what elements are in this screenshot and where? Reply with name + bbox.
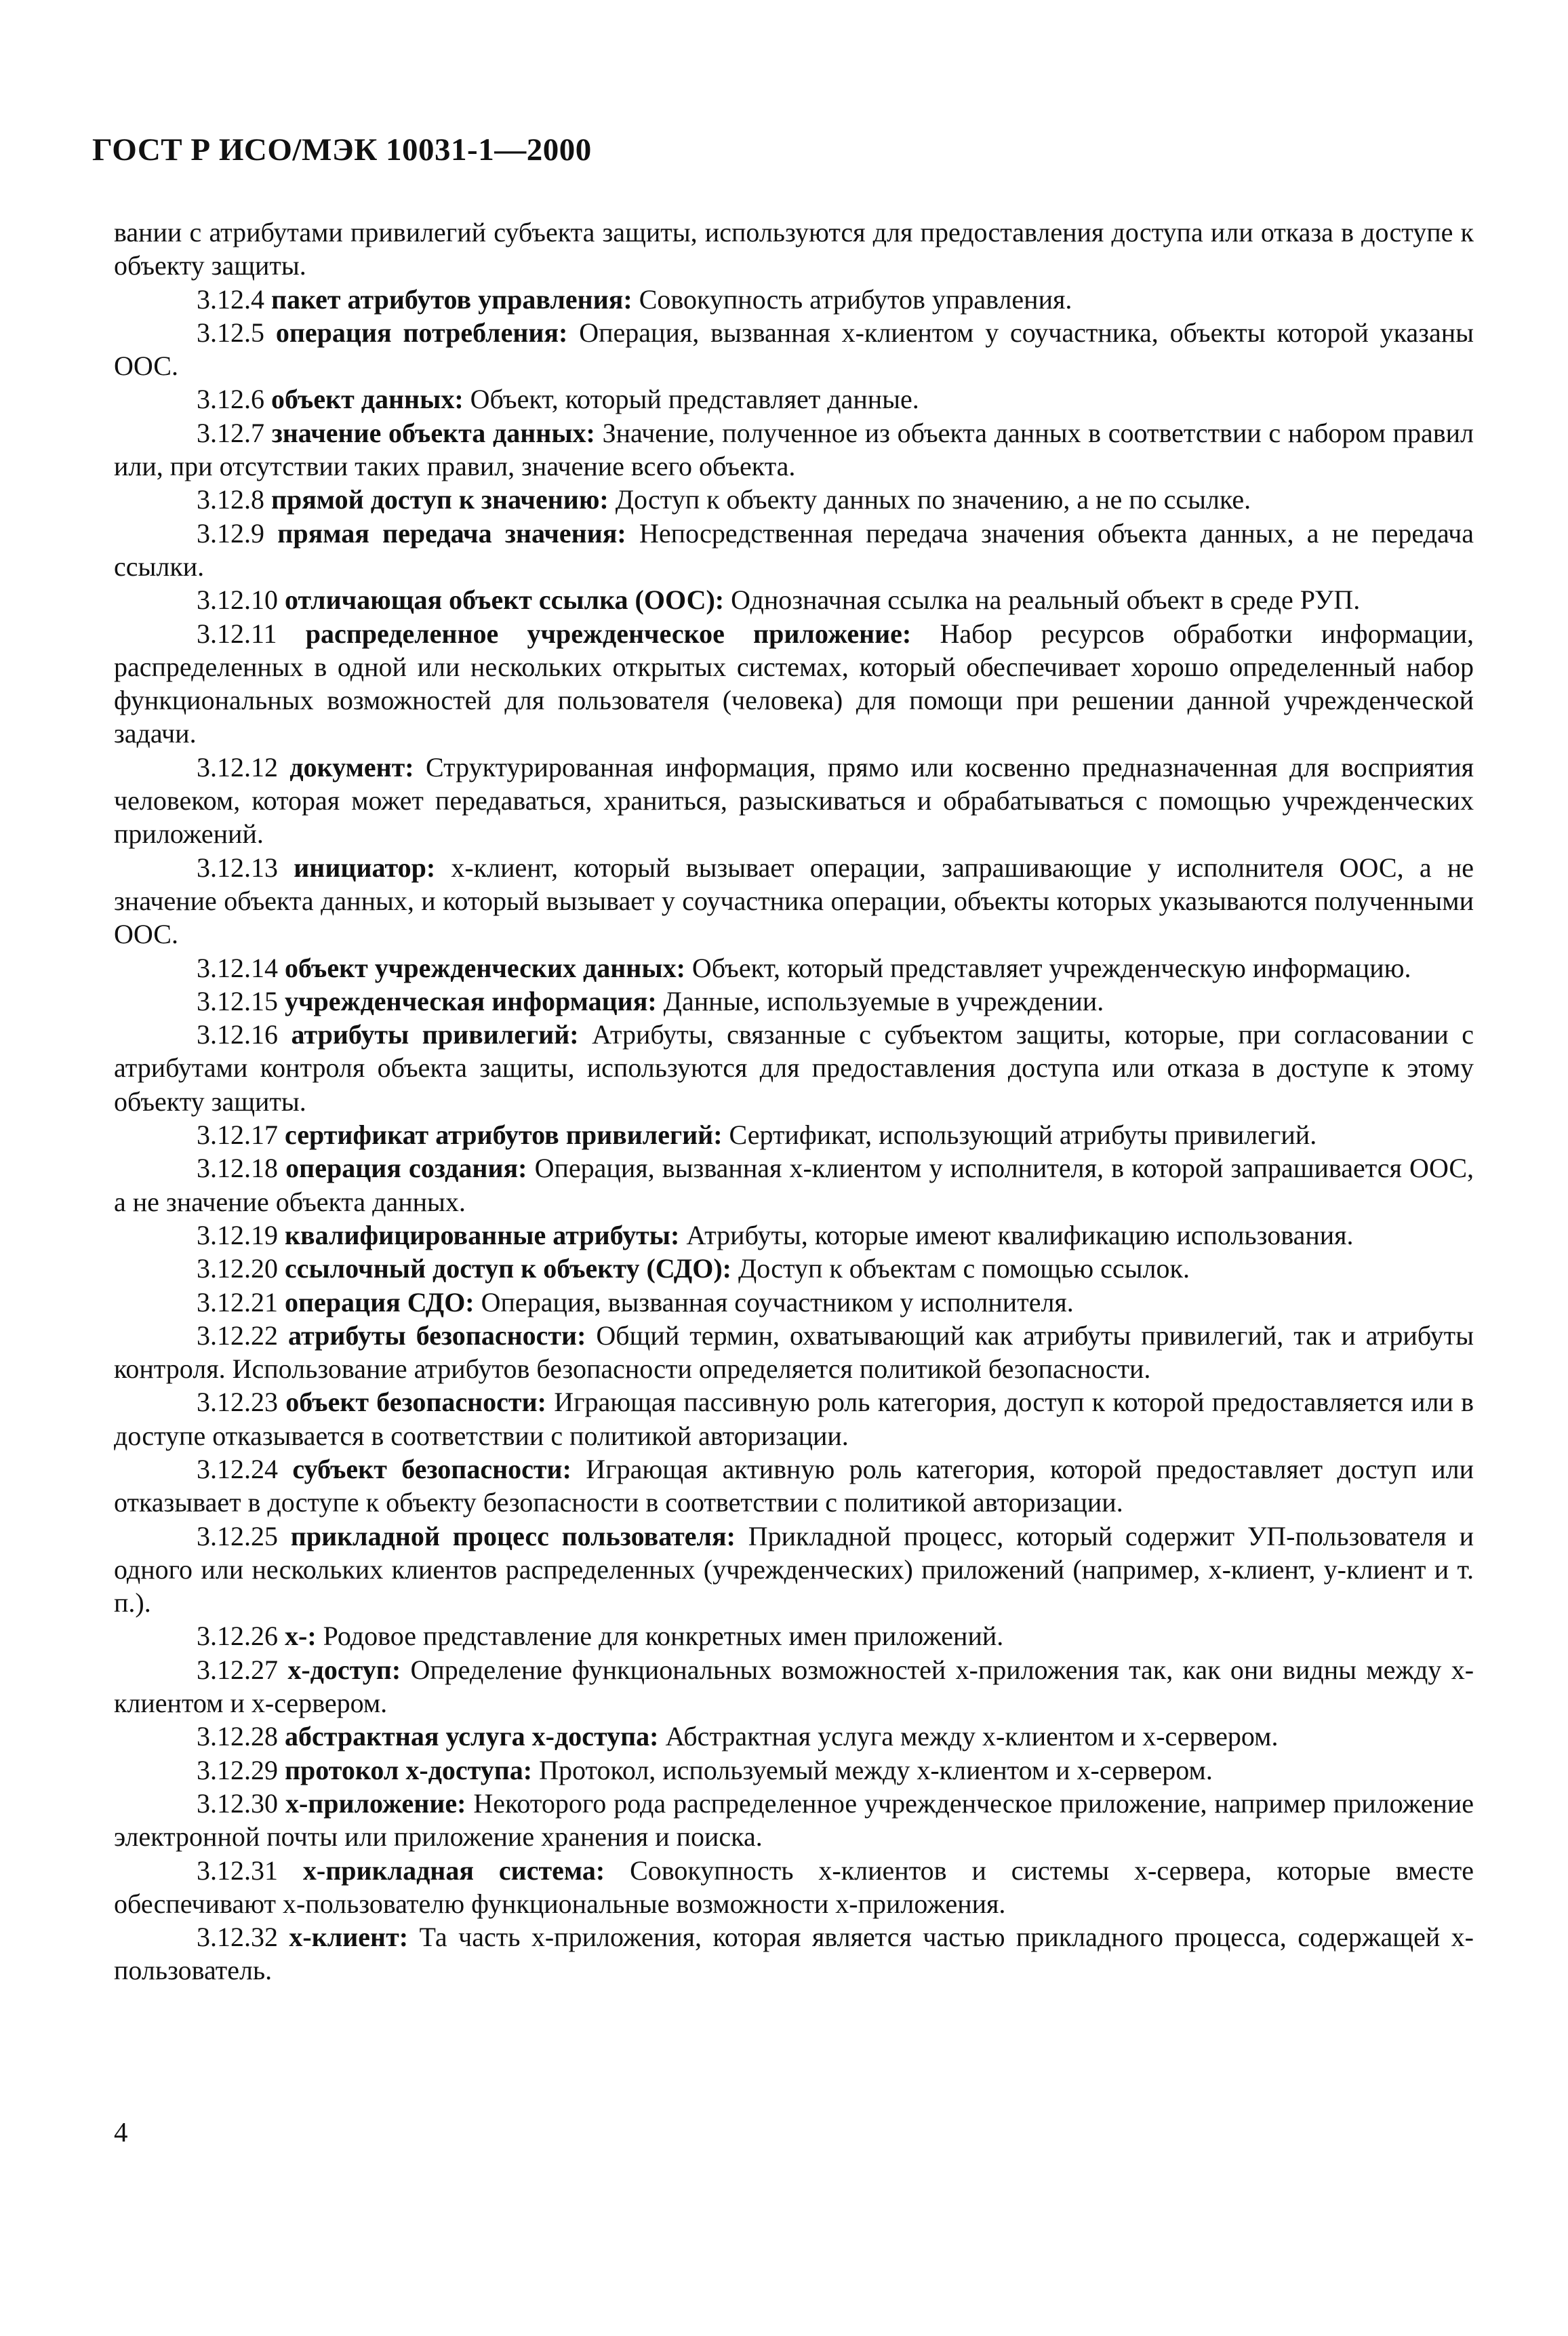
entry-number: 3.12.28 [197, 1721, 278, 1752]
entry-definition: Доступ к объекту данных по значению, а не по ссылке. [615, 484, 1251, 515]
definition-entry [114, 1854, 1474, 1921]
entry-term: квалифицированные атрибуты: [285, 1219, 680, 1250]
entry-definition: Играющая активную роль категория, которой предоставляет доступ или отказывает в доступе к объекту безопасности в соответствии с политикой авторизации. [114, 1453, 1474, 1518]
definition-entry [114, 1754, 1474, 1787]
entry-term: операция потребления: [275, 317, 568, 348]
document-body [114, 216, 1474, 1987]
definition-entry [114, 1319, 1474, 1386]
entry-term: абстрактная услуга x-доступа: [285, 1721, 659, 1752]
entry-number: 3.12.23 [197, 1387, 278, 1418]
definitions-list [114, 283, 1474, 1987]
entry-number: 3.12.8 [197, 484, 264, 515]
entry-definition: Объект, который представляет данные. [470, 384, 919, 415]
definition-entry [114, 1252, 1474, 1285]
entry-number: 3.12.12 [197, 751, 278, 783]
entry-number: 3.12.18 [197, 1153, 278, 1184]
entry-term: x-клиент: [289, 1922, 409, 1953]
definition-entry [114, 1920, 1474, 1987]
entry-number: 3.12.6 [197, 384, 264, 415]
entry-term: распределенное учрежденческое приложение: [305, 618, 912, 649]
entry-number: 3.12.7 [197, 417, 264, 448]
entry-number: 3.12.17 [197, 1120, 278, 1151]
definition-entry [114, 316, 1474, 383]
definition-entry [114, 985, 1474, 1018]
definition-entry [114, 283, 1474, 316]
definition-entry [114, 382, 1474, 416]
entry-definition: Та часть x-приложения, которая является частью прикладного процесса, содержащей x-пользователь. [114, 1922, 1474, 1986]
entry-term: прикладной процесс пользователя: [290, 1520, 736, 1551]
entry-definition: Некоторого рода распределенное учрежденческое приложение, например приложение электронной почты или приложение хранения и поиска. [114, 1787, 1474, 1853]
entry-term: операция создания: [285, 1153, 527, 1184]
definition-entry [114, 951, 1474, 985]
entry-number: 3.12.24 [197, 1453, 278, 1484]
entry-term: x-приложение: [285, 1787, 466, 1819]
entry-definition: Структурированная информация, прямо или косвенно предназначенная для восприятия человеком, которая может передаваться, храниться, разыскиваться и обрабатываться с помощью учрежденческих приложений. [114, 751, 1474, 850]
entry-definition: Значение, полученное из объекта данных в соответствии с набором правил или, при отсутствии таких правил, значение всего объекта. [114, 417, 1474, 482]
entry-term: объект безопасности: [285, 1387, 546, 1418]
entry-term: учрежденческая информация: [285, 985, 657, 1016]
entry-number: 3.12.26 [197, 1621, 278, 1652]
entry-term: атрибуты безопасности: [287, 1320, 586, 1351]
entry-term: объект учрежденческих данных: [285, 952, 685, 983]
definition-entry [114, 1151, 1474, 1219]
definition-entry [114, 1452, 1474, 1520]
entry-number: 3.12.22 [197, 1320, 278, 1351]
definition-entry [114, 1619, 1474, 1652]
entry-term: ссылочный доступ к объекту (СДО): [285, 1253, 731, 1284]
entry-term: x-: [285, 1621, 317, 1652]
entry-number: 3.12.29 [197, 1754, 278, 1785]
entry-term: прямой доступ к значению: [271, 484, 609, 515]
entry-definition: Общий термин, охватывающий как атрибуты привилегий, так и атрибуты контроля. Использование атрибутов безопасности определяется политикой безопасности. [114, 1320, 1474, 1385]
page-number: 4 [114, 2116, 128, 2147]
entry-term: протокол x-доступа: [285, 1754, 533, 1785]
entry-number: 3.12.4 [197, 283, 264, 315]
definition-entry [114, 1520, 1474, 1620]
entry-term: операция СДО: [285, 1286, 475, 1318]
entry-definition: Операция, вызванная соучастником у исполнителя. [481, 1286, 1074, 1318]
entry-definition: Операция, вызванная x-клиентом у соучастника, объекты которой указаны ООС. [114, 317, 1474, 382]
definition-entry [114, 1653, 1474, 1720]
definition-entry [114, 1787, 1474, 1854]
entry-definition: Прикладной процесс, который содержит УП-пользователя и одного или нескольких клиентов распределенных (учрежденческих) приложений (например, x-клиент, y-клиент и т. п.). [114, 1520, 1474, 1619]
definition-entry [114, 751, 1474, 851]
entry-term: прямая передача значения: [277, 517, 626, 549]
entry-number: 3.12.15 [197, 985, 278, 1016]
definition-entry [114, 851, 1474, 951]
definition-entry [114, 1385, 1474, 1452]
entry-term: атрибуты привилегий: [291, 1019, 579, 1050]
definition-entry [114, 617, 1474, 751]
definition-entry [114, 483, 1474, 516]
definition-entry [114, 1118, 1474, 1151]
entry-definition: Однозначная ссылка на реальный объект в среде РУП. [731, 585, 1361, 616]
entry-definition: Доступ к объектам с помощью ссылок. [738, 1253, 1190, 1284]
entry-definition: Совокупность x-клиентов и системы x-сервера, которые вместе обеспечивают x-пользователю функциональные возможности x-приложения. [114, 1855, 1474, 1919]
entry-term: значение объекта данных: [271, 417, 595, 448]
entry-term: пакет атрибутов управления: [271, 283, 632, 315]
definition-entry [114, 416, 1474, 483]
definition-entry [114, 1219, 1474, 1252]
entry-number: 3.12.14 [197, 952, 278, 983]
entry-number: 3.12.32 [197, 1922, 278, 1953]
definition-entry [114, 1286, 1474, 1319]
entry-definition: Определение функциональных возможностей x-приложения так, как они видны между x-клиентом и x-сервером. [114, 1654, 1474, 1719]
entry-term: x-прикладная система: [302, 1855, 605, 1886]
entry-definition: Данные, используемые в учреждении. [663, 985, 1104, 1016]
entry-definition: Совокупность атрибутов управления. [639, 283, 1072, 315]
entry-definition: Атрибуты, которые имеют квалификацию использования. [686, 1219, 1354, 1250]
entry-term: субъект безопасности: [292, 1453, 571, 1484]
continuation-paragraph: вании с атрибутами привилегий субъекта защиты, используются для предоставления доступа или отказа в доступе к объекту защиты. [114, 217, 1474, 281]
entry-number: 3.12.21 [197, 1286, 278, 1318]
entry-number: 3.12.11 [197, 618, 277, 649]
entry-term: инициатор: [294, 852, 436, 883]
entry-definition: Родовое представление для конкретных имен приложений. [323, 1621, 1004, 1652]
entry-number: 3.12.9 [197, 517, 264, 549]
definition-entry [114, 1018, 1474, 1118]
entry-number: 3.12.31 [197, 1855, 278, 1886]
definition-entry [114, 1720, 1474, 1753]
entry-number: 3.12.10 [197, 585, 278, 616]
definition-entry [114, 517, 1474, 584]
entry-term: документ: [289, 751, 414, 783]
entry-definition: Протокол, используемый между x-клиентом и x-сервером. [539, 1754, 1213, 1785]
definition-entry [114, 583, 1474, 616]
entry-number: 3.12.27 [197, 1654, 278, 1685]
entry-definition: Играющая пассивную роль категория, доступ к которой предоставляется или в доступе отказывается в соответствии с политикой авторизации. [114, 1387, 1474, 1451]
entry-term: объект данных: [271, 384, 464, 415]
entry-definition: Абстрактная услуга между x-клиентом и x-сервером. [665, 1721, 1279, 1752]
entry-definition: Сертификат, использующий атрибуты привилегий. [729, 1120, 1317, 1151]
entry-number: 3.12.13 [197, 852, 278, 883]
document-header: ГОСТ Р ИСО/МЭК 10031-1—2000 [92, 132, 592, 167]
entry-term: отличающая объект ссылка (ООС): [285, 585, 725, 616]
entry-number: 3.12.25 [197, 1520, 278, 1551]
entry-definition: Объект, который представляет учрежденческую информацию. [691, 952, 1411, 983]
entry-number: 3.12.5 [197, 317, 264, 348]
entry-number: 3.12.16 [197, 1019, 278, 1050]
entry-definition: Набор ресурсов обработки информации, распределенных в одной или нескольких открытых системах, который обеспечивает хорошо определенный набор функциональных возможностей для пользователя (человека) для помощи при решении данной учрежденческой задачи. [114, 618, 1474, 749]
entry-term: сертификат атрибутов привилегий: [285, 1120, 723, 1151]
entry-definition: Операция, вызванная x-клиентом у исполнителя, в которой запрашивается ООС, а не значение объекта данных. [114, 1153, 1474, 1217]
entry-definition: Атрибуты, связанные с субъектом защиты, которые, при согласовании с атрибутами контроля объекта защиты, используются для предоставления доступа или отказа в доступе к этому объекту защиты. [114, 1019, 1474, 1117]
entry-definition: Непосредственная передача значения объекта данных, а не передача ссылки. [114, 517, 1474, 582]
entry-number: 3.12.30 [197, 1787, 278, 1819]
entry-number: 3.12.19 [197, 1219, 278, 1250]
entry-term: x-доступ: [287, 1654, 401, 1685]
entry-number: 3.12.20 [197, 1253, 278, 1284]
entry-definition: x-клиент, который вызывает операции, запрашивающие у исполнителя ООС, а не значение объекта данных, и который вызывает у соучастника операции, объекты которых указываются полученными ООС. [114, 852, 1474, 950]
